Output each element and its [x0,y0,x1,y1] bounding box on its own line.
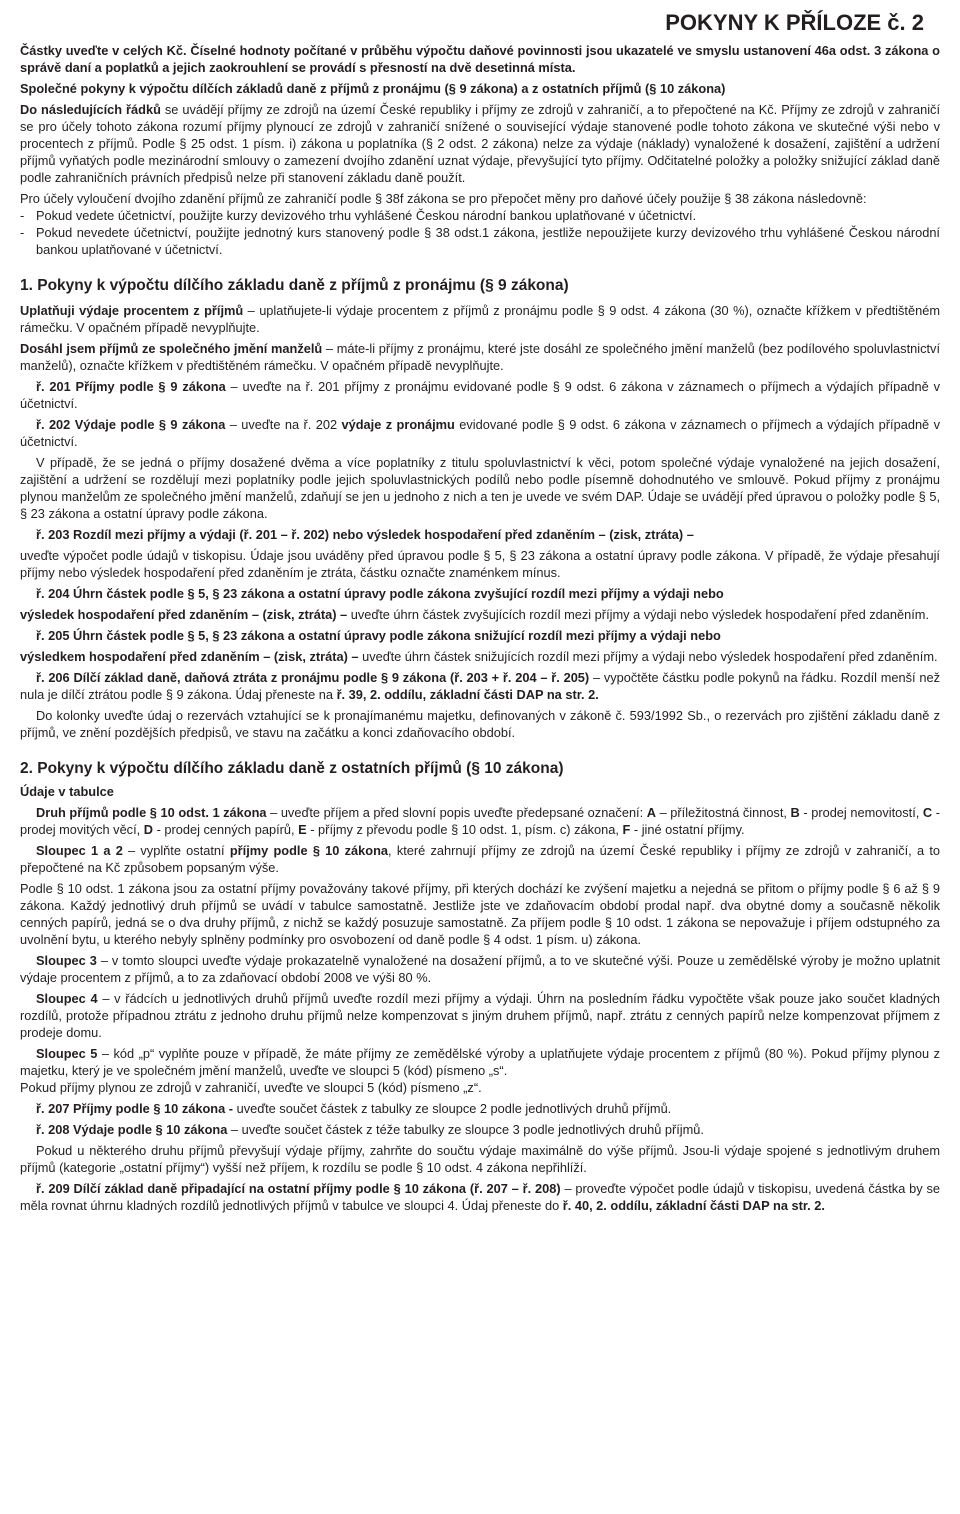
row-202-emphasis: výdaje z pronájmu [341,417,455,432]
code-a: A [646,805,656,820]
income-type-text: - prodej nemovitostí, [799,805,923,820]
dosahl-body: – máte-li příjmy z pronájmu, které jste dosáhl ze společného jmění manželů (bez podílového spoluvlastnictví manželů), označte křížkem v předtištěném rámečku. V opačném případě nevyplňujte. [20,341,940,373]
co-ownership-paragraph: V případě, že se jedná o příjmy dosažené dvěma a více poplatníky z titulu spoluvlastnictví k věci, potom společné výdaje vynaložené na jejich dosažení, zajištění a udržení se rozdělují mezi poplatníky podle jejich spoluvlastnických podílů nebo podle písemně dohodnutého ve smlouvě. Pokud příjmy z pronájmu plynou manželům ze společného jmění manželů, zdaňují se jen u jednoho z nich a ten je uvede ve svém DAP. Údaje se uvádějí před úpravou o položky podle § 5, § 23 zákona a ostatní úpravy podle zákona. [20,455,940,521]
section-1-heading: 1. Pokyny k výpočtu dílčího základu daně z příjmů z pronájmu (§ 9 zákona) [20,277,569,294]
row-207-lead: ř. 207 Příjmy podle § 10 zákona - [36,1101,234,1116]
row-209-body: – proveďte výpočet podle údajů v tiskopisu, uvedená částka by se měla rovnat úhrnu kladných rozdílů jednotlivých příjmů v tabulce ve sloupci 4. Údaj přeneste do [20,1181,941,1213]
income-type-text: – příležitostná činnost, [656,805,791,820]
row-208-lead: ř. 208 Výdaje podle § 10 zákona [36,1122,228,1137]
row-204-lead: výsledek hospodaření před zdaněním – (zisk, ztráta) – [20,607,348,622]
columns-1-2-paragraph [20,842,940,876]
row-201-body: – uveďte na ř. 201 příjmy z pronájmu evidované podle § 9 odst. 6 zákona v záznamech o příjmech a výdajích případně v účetnictví. [20,379,940,411]
column-5-paragraph [20,1045,940,1079]
income-type-paragraph [20,804,940,838]
code-e: E [298,822,307,837]
row-208-body: – uveďte součet částek z téže tabulky ze sloupce 3 podle jednotlivých druhů příjmů. [227,1122,704,1137]
currency-list-item-no-accounting: - Pokud nevedete účetnictví, použijte jednotný kurs stanovený podle § 38 odst.1 zákona, jestliže nepoužijete kurzy devizového trhu vyhlášené Českou národní bankou uplatňované v účetnictví. [20,224,940,258]
uplatnuji-paragraph [20,302,940,336]
dosahl-paragraph [20,340,940,374]
currency-list [20,207,940,258]
common-paragraph-currency: Pro účely vyloučení dvojího zdanění příjmů ze zahraničí podle § 38f zákona se pro přepočet měny pro daňové účely použije § 38 zákona následovně: [20,191,867,206]
row-205-heading: ř. 205 Úhrn částek podle § 5, § 23 zákona a ostatní úpravy podle zákona snižující rozdíl mezi příjmy a výdaji nebo [36,628,721,643]
row-209-lead: ř. 209 Dílčí základ daně připadající na ostatní příjmy podle § 10 zákona (ř. 207 – ř. 208) [36,1181,561,1196]
income-type-lead: Druh příjmů podle § 10 odst. 1 zákona [36,805,267,820]
row-207-body: uveďte součet částek z tabulky ze sloupce 2 podle jednotlivých druhů příjmů. [233,1101,672,1116]
uplatnuji-lead: Uplatňuji výdaje procentem z příjmů [20,303,244,318]
row-204-body: uveďte úhrn částek zvyšujících rozdíl mezi příjmy a výdaji nebo výsledek hospodaření před zdaněním. [347,607,930,622]
row-204-paragraph [20,606,940,623]
column-5-body: – kód „p“ vyplňte pouze v případě, že máte příjmy ze zemědělské výroby a uplatňujete výdaje procentem z příjmů (80 %). Pokud příjmy plynou z majetku, který je ve společném jmění manželů, uveďte ve sloupci 5 (kód) písmeno „s“. [20,1046,941,1078]
row-205-lead: výsledkem hospodaření před zdaněním – (zisk, ztráta) – [20,649,359,664]
common-p1-lead: Do následujících řádků [20,102,161,117]
income-type-text: - jiné ostatní příjmy. [630,822,745,837]
income-type-text: - prodej cenných papírů, [153,822,299,837]
intro-paragraph: Částky uveďte v celých Kč. Číselné hodnoty počítané v průběhu výpočtu daňové povinnosti jsou ukazatelé ve smyslu ustanovení 46a odst. 3 zákona o správě daní a poplatků a jejich zaokrouhlení se provádí s přesností na dvě desetinná místa. [20,43,940,75]
column-3-lead: Sloupec 3 [36,953,97,968]
code-f: F [622,822,631,837]
column-4-paragraph [20,990,940,1041]
section-2-heading: 2. Pokyny k výpočtu dílčího základu daně z ostatních příjmů (§ 10 zákona) [20,760,564,777]
columns-1-2-mid: – vyplňte ostatní [122,843,230,858]
income-type-text: - prodej movitých věcí, [20,805,941,837]
row-203-heading: ř. 203 Rozdíl mezi příjmy a výdaji (ř. 201 – ř. 202) nebo výsledek hospodaření před zdaněním – (zisk, ztráta) – [36,527,694,542]
row-208-paragraph [20,1121,940,1138]
column-4-lead: Sloupec 4 [36,991,98,1006]
income-type-text: - příjmy z převodu podle § 10 odst. 1, písm. c) zákona, [306,822,623,837]
row-202-body: evidované podle § 9 odst. 6 zákona v záznamech o příjmech a výdajích případně v účetnictví. [20,417,940,449]
row-201-lead: ř. 201 Příjmy podle § 9 zákona [36,379,226,394]
row-207-paragraph [20,1100,940,1117]
columns-1-2-emphasis: příjmy podle § 10 zákona [229,843,389,858]
row-205-body: uveďte úhrn částek snižujících rozdíl mezi příjmy a výdaji nebo výsledek hospodaření před zdaněním. [358,649,938,664]
common-instructions-heading: Společné pokyny k výpočtu dílčích základů daně z příjmů z pronájmu (§ 9 zákona) a z ostatních příjmů (§ 10 zákona) [20,81,726,96]
other-income-paragraph: Podle § 10 odst. 1 zákona jsou za ostatní příjmy považovány takové příjmy, při kterých dochází ke zvýšení majetku a nejedná se přitom o příjmy podle § 6 až § 9 zákona. Každý jednotlivý druh příjmů se uvádí v tabulce samostatně. Jestliže jste ve zdaňovacím období prodal např. dva obytné domy a současně několik cenných papírů, jedná se o dva druhy příjmů, z nichž se každý posuzuje samostatně. Za příjem podle § 10 odst. 1 zákona se nepovažuje i příjem odstupného za uvolnění bytu, u kterého nebyly splněny podmínky pro osvobození od daně podle § 4 odst. 1 písm. u) zákona. [20,881,940,947]
column-3-paragraph [20,952,940,986]
column-5-lead: Sloupec 5 [36,1046,98,1061]
columns-1-2-lead: Sloupec 1 a 2 [36,843,123,858]
row-202-lead: ř. 202 Výdaje podle § 9 zákona [36,417,226,432]
page-title: POKYNY K PŘÍLOZE č. 2 [665,10,924,35]
row-206-lead: ř. 206 Dílčí základ daně, daňová ztráta z pronájmu podle § 9 zákona (ř. 203 + ř. 204 – ř. 205) [36,670,590,685]
expenses-exceed-paragraph: Pokud u některého druhu příjmů převyšují výdaje příjmy, zahrňte do součtu výdaje maximálně do výše příjmů. Jsou-li výdaje spojené s jednotlivým druhem příjmů (kategorie „ostatní příjmy“) vyšší než příjem, k rozdílu se podle § 10 odst. 4 zákona nepřihlíží. [20,1143,940,1175]
common-paragraph-income-sources [20,101,940,186]
code-d: D [143,822,154,837]
column-5-foreign-paragraph: Pokud příjmy plynou ze zdrojů v zahraničí, uveďte ve sloupci 5 (kód) písmeno „z“. [20,1080,482,1095]
currency-list-item-accounting: - Pokud vedete účetnictví, použijte kurzy devizového trhu vyhlášené Českou národní bankou uplatňované v účetnictví. [20,207,940,224]
code-c: C [922,805,933,820]
uplatnuji-body: – uplatňujete-li výdaje procentem z příjmů z pronájmu podle § 9 odst. 4 zákona (30 %), označte křížkem v předtištěném rámečku. V opačném případě nevyplňujte. [20,303,940,335]
row-202-paragraph [20,416,940,450]
column-3-body: – v tomto sloupci uveďte výdaje prokazatelně vynaložené na dosažení příjmů, a to ve skutečné výši. Pouze u zemědělské výroby je možno uplatnit výdaje procentem z příjmů, a to za zdaňovací období 2008 ve výši 80 %. [20,953,940,985]
row-206-body: – vypočtěte částku podle pokynů na řádku. Rozdíl menší než nula je dílčí ztrátou podle § 9 zákona. Údaj přeneste na [20,670,941,702]
row-206-target: ř. 39, 2. oddílu, základní části DAP na str. 2. [336,687,599,702]
column-4-body: – v řádcích u jednotlivých druhů příjmů uveďte rozdíl mezi příjmy a výdaji. Úhrn na posledním řádku vypočtěte však pouze jako součet kladných rozdílů, protože případnou ztrátu z jednoho druhu příjmů nelze kompenzovat s jiným druhem příjmů, např. ztrátu z cenných papírů nelze kompenzovat příjmem z prodeje domu. [20,991,941,1040]
row-205-paragraph [20,648,940,665]
row-209-target: ř. 40, 2. oddílu, základní části DAP na str. 2. [562,1198,825,1213]
row-203-body: uveďte výpočet podle údajů v tiskopisu. Údaje jsou uváděny před úpravou podle § 5, § 23 zákona a ostatní úpravy podle zákona. V případě, že výdaje přesahují příjmy nebo výsledek hospodaření před zdaněním je ztráta, částku označte znaménkem mínus. [20,548,940,580]
row-202-mid: – uveďte na ř. 202 [225,417,342,432]
columns-1-2-body: , které zahrnují příjmy ze zdrojů na území České republiky i příjmy ze zdrojů v zahraničí, a to přepočtené na Kč způsobem popsaným výše. [20,843,940,875]
reserves-paragraph: Do kolonky uveďte údaj o rezervách vztahující se k pronajímanému majetku, definovaných v zákoně č. 593/1992 Sb., o rezervách pro zjištění základu daně z příjmů, ve znění pozdějších předpisů, ve stavu na začátku a konci zdaňovacího období. [20,708,940,740]
code-b: B [790,805,800,820]
common-p1-body: se uvádějí příjmy ze zdrojů na území České republiky i příjmy ze zdrojů v zahraničí, a to přepočtené na Kč. Příjmy ze zdrojů v zahraničí se pro účely tohoto zákona rozumí příjmy plynoucí ze zdrojů v zahraničí snížené o související výdaje stanovené podle tohoto zákona ve skutečné výši nebo v procentech z příjmů. Podle § 25 odst. 1 písm. i) zákona u poplatníka (§ 2 odst. 2 zákona) nelze za výdaje (náklady) vynaložené k dosažení, zajištění a udržení příjmů vyňatých podle mezinárodní smlouvy o zamezení dvojího zdanění uznat výdaje, převyšující tyto příjmy. Odčitatelné položky a položky snižující základ daně podle zahraničních právních předpisů nelze při stanovení základu daně použít. [20,102,941,185]
income-type-text: – uveďte příjem a před slovní popis uveďte předepsané označení: [266,805,647,820]
row-204-heading: ř. 204 Úhrn částek podle § 5, § 23 zákona a ostatní úpravy podle zákona zvyšující rozdíl mezi příjmy a výdaji nebo [36,586,724,601]
table-data-subheading: Údaje v tabulce [20,784,114,799]
row-209-paragraph [20,1180,940,1214]
row-206-paragraph [20,669,940,703]
dosahl-lead: Dosáhl jsem příjmů ze společného jmění manželů [20,341,323,356]
row-201-paragraph [20,378,940,412]
